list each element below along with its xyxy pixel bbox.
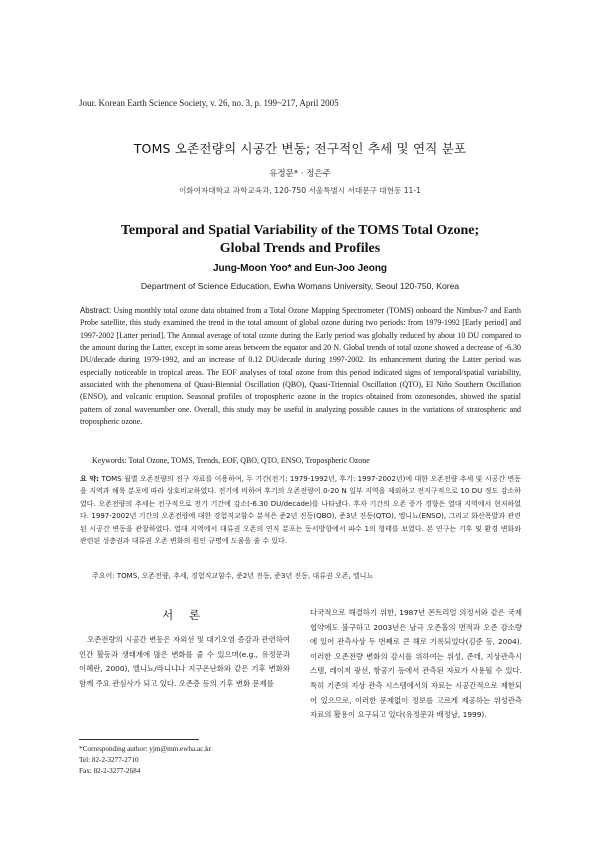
affiliation-english: Department of Science Education, Ewha Womans University, Seoul 120-750, Korea xyxy=(140,281,460,291)
body-column-right: 다국적으로 해결하기 위한, 1987년 몬트리얼 의정서와 같은 국제 협약에도 불구하고 2003년은 남극 오존홀의 면적과 오존 감소량에 있어 관측사상 두 번째로 큰 해로 기록되었다(김준 등, 2004). 이러한 오존전량 변화의 감시를 위하여는 위성, 존데, 지상관측시스템, 레이저 광선, 항공기 등에서 관측된 자료가 사용될 수 있다. 특히 기존의 지상 관측 시스템에서의 자료는 시공간적으로 제한되어 있으므로, 이러한 문제없이 정보를 고르게 제공하는 위성관측 자료의 활용이 요구되고 있다(유정문과 배정남, 1999). xyxy=(310,608,522,720)
footnote-corresponding-author: *Corresponding author: yjm@mm.ewha.ac.kr xyxy=(79,745,212,753)
abstract-english xyxy=(80,305,521,428)
title-korean: TOMS 오존전량의 시공간 변동; 전구적인 추세 및 연직 분포 xyxy=(133,141,467,156)
footnote-tel: Tel: 82-2-3277-2710 xyxy=(79,755,139,764)
title-english-line-1: Temporal and Spatial Variability of the TOMS Total Ozone; xyxy=(120,223,480,238)
keywords-english: Keywords: Total Ozone, TOMS, Trends, EOF, QBO, QTO, ENSO, Tropospheric Ozone xyxy=(92,456,370,465)
keywords-korean: 주요어: TOMS, 오존전량, 추세, 경험직교함수, 준2년 진동, 준3년 진동, 대류권 오존, 엘니뇨 xyxy=(92,572,374,580)
authors-english: Jung-Moon Yoo* and Eun-Joo Jeong xyxy=(212,263,388,274)
footnotes xyxy=(79,744,294,776)
footnote-fax: Fax: 82-2-3277-2684 xyxy=(79,766,141,775)
footnote-divider xyxy=(79,739,199,740)
abstract-korean-label: 요 약: xyxy=(80,475,99,483)
abstract-label: Abstract: xyxy=(80,306,112,315)
body-column-left: 오존전량의 시공간 변동은 자외선 및 대기오염 증감과 관련하여 인간 활동과 생태계에 많은 변화를 줄 수 있으며(e.g., 유정문과 이혜란, 2000), 엘니뇨/라니냐나 지구온난화와 같은 기후 변화와 함께 주요 관심사가 되고 있다. 오존층 등의 기후 변화 문제를 xyxy=(79,635,290,688)
authors-korean: 유정문* · 정은주 xyxy=(269,169,331,179)
abstract-korean-text: TOMS 월별 오존전량의 전구 자료를 이용하여, 두 기간(전기: 1979-1992년, 후기: 1997-2002년)에 대한 오존전량 추세 및 시공간 변동을 지역과 해륙 분포에 따라 상호비교하였다. 전기에 비하여 후기의 오존전량이 0-20 N 일부 지역을 제외하고 전지구적으로 10 DU 정도 감소하였다. 오존전량의 추세는 전구적으로 전기 기간에 감소(-6.30 DU/decade)를 나타냈다. 후자 기간의 오존 증가 경향은 열대 지역에서 현저하였다. 1997-2002년 기간의 오존전량에 대한 경험직교함수 분석은 준2년 진동(QBO), 준3년 진동(QTO), 엘니뇨(ENSO), 그리고 화산폭발과 관련된 시공간 변동을 관찰하였다. 열대 지역에서 대류권 오존의 연직 분포는 동서방향에서 파수 1의 형태를 보였다. 본 연구는 기후 및 환경 변화와 관련된 성층권과 대류권 오존 변화의 원인 규명에 도움을 줄 수 있다. xyxy=(80,475,522,546)
abstract-text: Using monthly total ozone data obtained from a Total Ozone Mapping Spectrometer (TOMS) onboard the Nimbus-7 and Earth Probe satellite, this study examined the trend in the total amount of global ozone during two periods: from 1979-1992 [Early period] and 1997-2002 [Latter period]. The Annual average of total ozone during the Early period was globally reduced by about 10 DU compared to the amount during the Latter, except in some areas between the equator and 20 N. Global trends of total ozone showed a decrease of -6.30 DU/decade during 1979-1992, and an increase of 0.12 DU/decade during 1997-2002. Its enhancement during the Latter period was especially noticeable in tropical areas. The EOF analyses of total ozone from this period indicated signs of temporal/spatial variability, associated with the phenomena of Quasi-Biennial Oscillation (QBO), Quasi-Triennial Oscillation (QTO), El Niño Southern Oscillation (ENSO), and volcanic eruption. Seasonal profiles of tropospheric ozone in the tropics obtained from ozonesondes, showed the spatial pattern of zonal wavenumber one. Overall, this study may be useful in analyzing possible causes in the variations of stratospheric and tropospheric ozone. xyxy=(80,306,521,427)
title-english xyxy=(0,222,600,258)
abstract-korean xyxy=(80,473,521,547)
journal-citation: Jour. Korean Earth Science Society, v. 26, no. 3, p. 199~217, April 2005 xyxy=(79,98,339,108)
affiliation-korean: 이화여자대학교 과학교육과, 120-750 서울특별시 서대문구 대현동 11-1 xyxy=(179,186,421,195)
section-title-introduction: 서 론 xyxy=(162,608,206,622)
title-english-line-2: Global Trends and Profiles xyxy=(219,241,381,256)
